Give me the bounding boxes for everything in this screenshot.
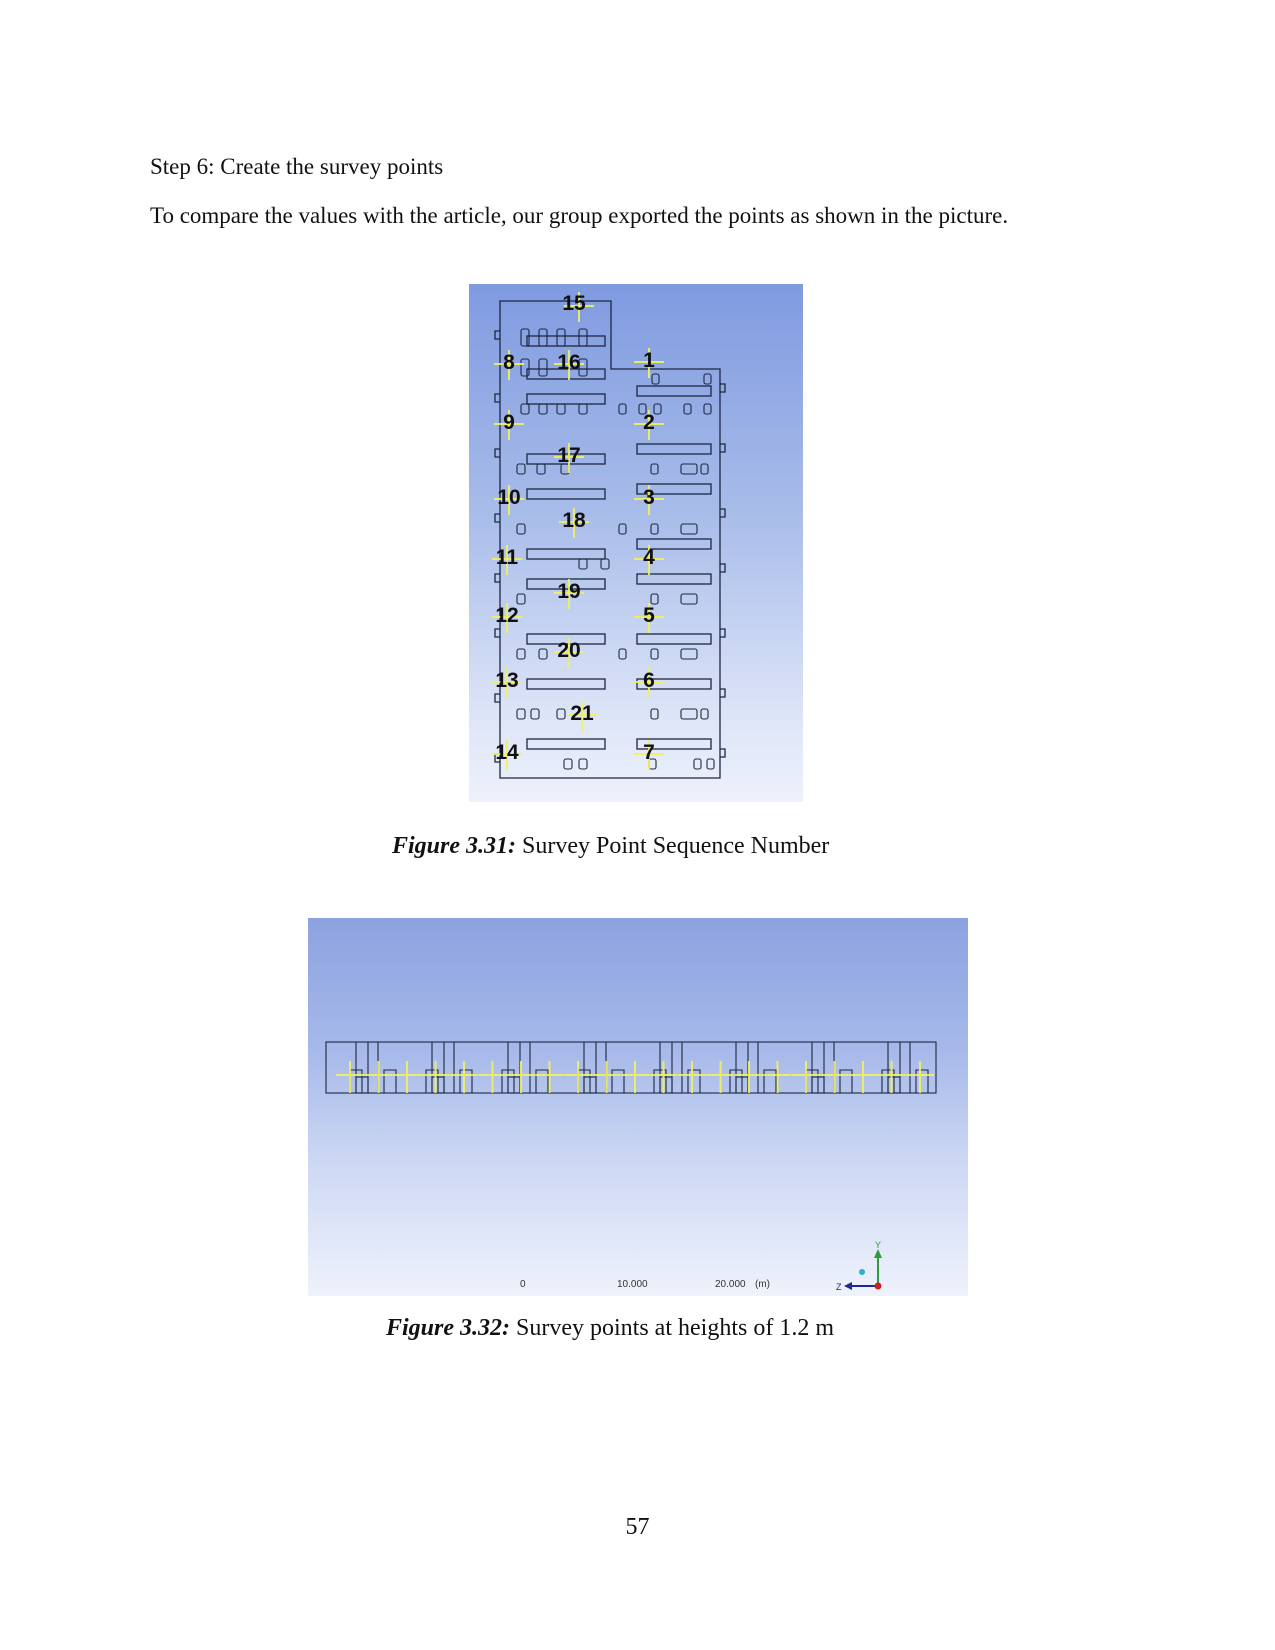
z-axis-label: Z: [836, 1282, 842, 1292]
survey-point-label: 7: [643, 741, 655, 764]
survey-point-label: 13: [495, 669, 519, 692]
figure-caption-text: Survey Point Sequence Number: [522, 833, 830, 859]
survey-point-label: 14: [495, 741, 519, 764]
survey-point-label: 6: [643, 669, 655, 692]
scale-tick-20: 20.000: [715, 1279, 746, 1290]
survey-point-label: 9: [503, 411, 515, 434]
survey-point-label: 16: [557, 351, 581, 374]
survey-point-label: 1: [643, 349, 655, 372]
intro-paragraph: To compare the values with the article, our group exported the points as shown in the picture.: [150, 203, 1009, 228]
survey-point-label: 3: [643, 486, 655, 509]
figure-3-32-caption: [386, 1315, 834, 1342]
scale-tick-0: 0: [520, 1279, 526, 1290]
survey-point-label: 8: [503, 351, 515, 374]
survey-point-label: 2: [643, 411, 655, 434]
page-number: 57: [625, 1514, 650, 1540]
scale-unit: (m): [755, 1279, 770, 1290]
survey-point-label: 11: [495, 546, 519, 569]
axis-triad: [836, 1240, 882, 1292]
survey-point-label: 10: [497, 486, 521, 509]
survey-point-labels: [495, 292, 655, 764]
survey-point-label: 19: [557, 580, 581, 603]
survey-point-label: 12: [495, 604, 519, 627]
scale-tick-10: 10.000: [617, 1279, 648, 1290]
survey-point-label: 4: [643, 546, 655, 569]
figure-3-31-caption: [392, 833, 829, 860]
figure-caption-text: Survey points at heights of 1.2 m: [516, 1315, 834, 1341]
building-plan-drawing: [469, 284, 803, 802]
step-heading: Step 6: Create the survey points: [150, 154, 444, 179]
survey-point-label: 15: [562, 292, 586, 315]
survey-points-elevation-figure: [308, 918, 968, 1296]
building-elevation-drawing: [308, 918, 968, 1296]
survey-point-label: 21: [570, 702, 594, 725]
y-axis-label: Y: [875, 1240, 882, 1250]
survey-point-plan-figure: [469, 284, 803, 802]
survey-point-label: 18: [562, 509, 586, 532]
survey-point-label: 5: [643, 604, 655, 627]
survey-point-label: 17: [557, 444, 581, 467]
survey-point-label: 20: [557, 639, 581, 662]
figure-label: Figure 3.32:: [386, 1315, 511, 1341]
figure-label: Figure 3.31:: [392, 833, 517, 859]
